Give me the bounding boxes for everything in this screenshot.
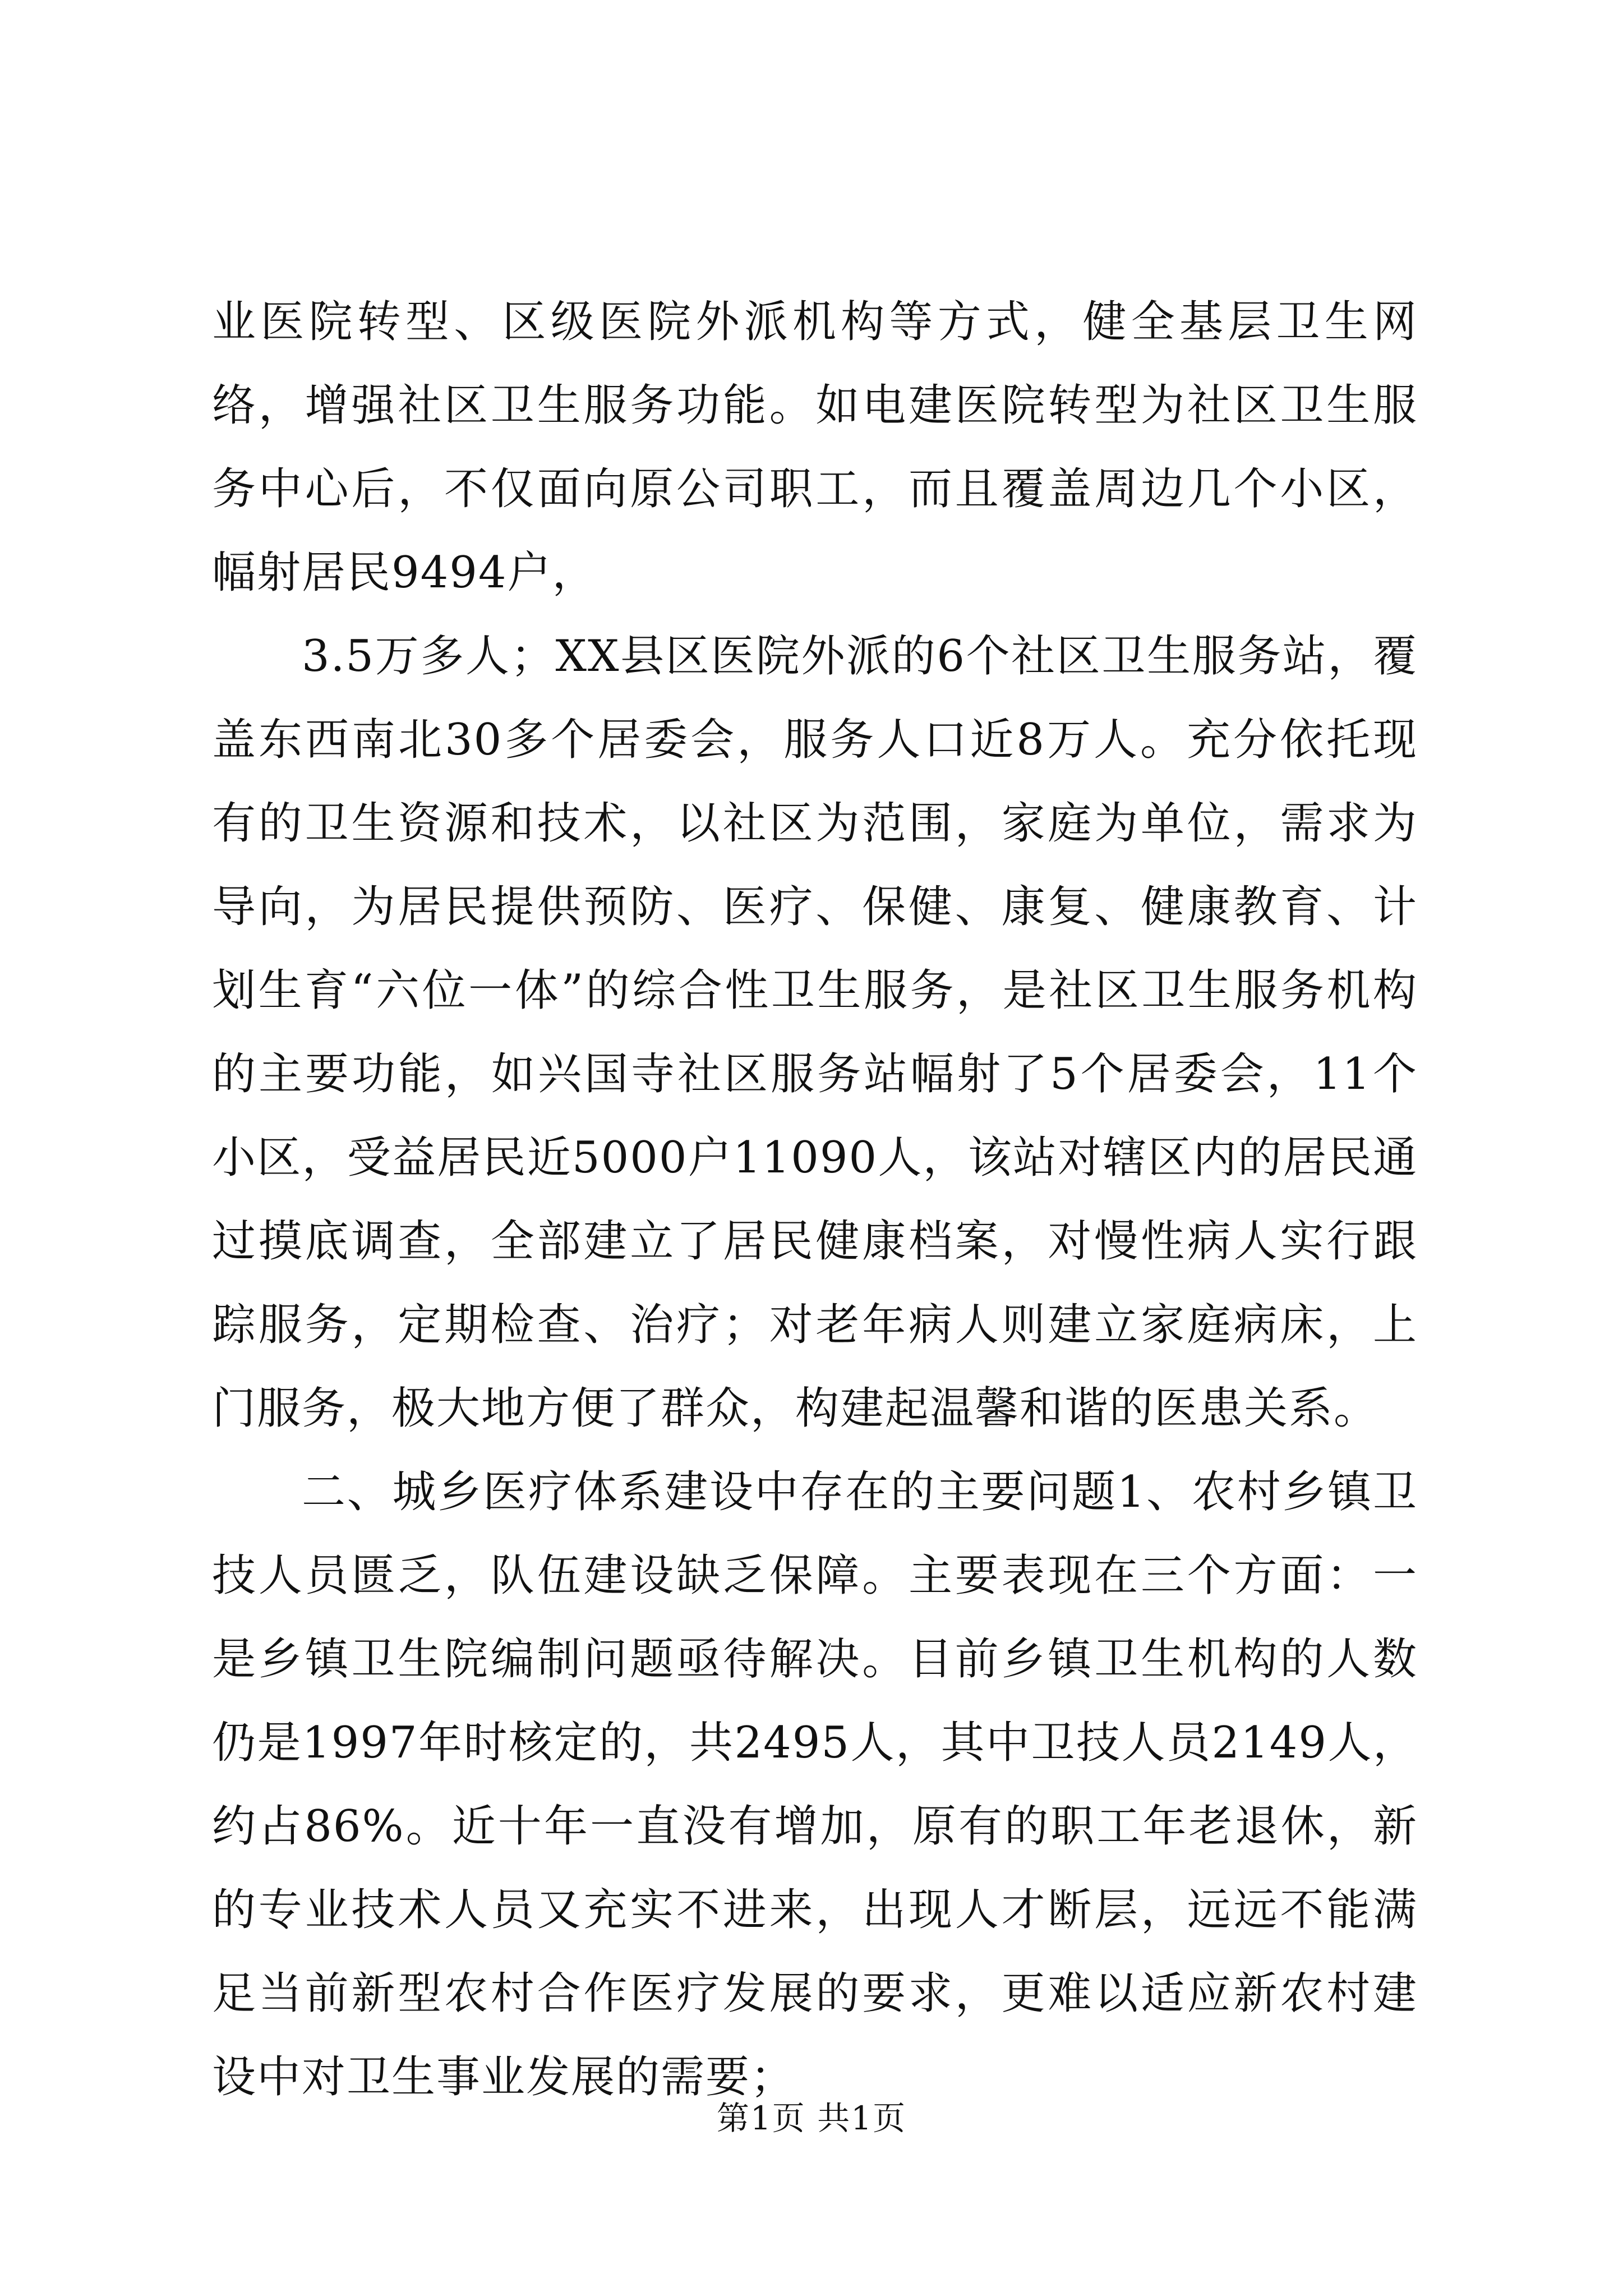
paragraph-2: 3.5万多人；XX县区医院外派的6个社区卫生服务站，覆盖东西南北30多个居委会，服务人口近8万人。充分依托现有的卫生资源和技术，以社区为范围，家庭为单位，需求为导向，为居民提供预防、医疗、保健、康复、健康教育、计划生育“六位一体”的综合性卫生服务，是社区卫生服务机构的主要功能，如兴国寺社区服务站幅射了5个居委会，11个小区，受益居民近5000户11090人，该站对辖区内的居民通过摸底调查，全部建立了居民健康档案，对慢性病人实行跟踪服务，定期检查、治疗；对老年病人则建立家庭病床，上门服务，极大地方便了群众，构建起温馨和谐的医患关系。: [212, 631, 1418, 1434]
page-footer: 第1页 共1页: [716, 2099, 907, 2137]
document-body: [212, 280, 1418, 2119]
paragraph-1: 业医院转型、区级医院外派机构等方式，健全基层卫生网络，增强社区卫生服务功能。如电建医院转型为社区卫生服务中心后，不仅面向原公司职工，而且覆盖周边几个小区，幅射居民9494户，: [212, 297, 1418, 598]
paragraph-3: 二、城乡医疗体系建设中存在的主要问题1、农村乡镇卫技人员匮乏，队伍建设缺乏保障。主要表现在三个方面：一是乡镇卫生院编制问题亟待解决。目前乡镇卫生机构的人数仍是1997年时核定的，共2495人，其中卫技人员2149人，约占86%。近十年一直没有增加，原有的职工年老退休，新的专业技术人员又充实不进来，出现人才断层，远远不能满足当前新型农村合作医疗发展的要求，更难以适应新农村建设中对卫生事业发展的需要；: [212, 1467, 1418, 2102]
